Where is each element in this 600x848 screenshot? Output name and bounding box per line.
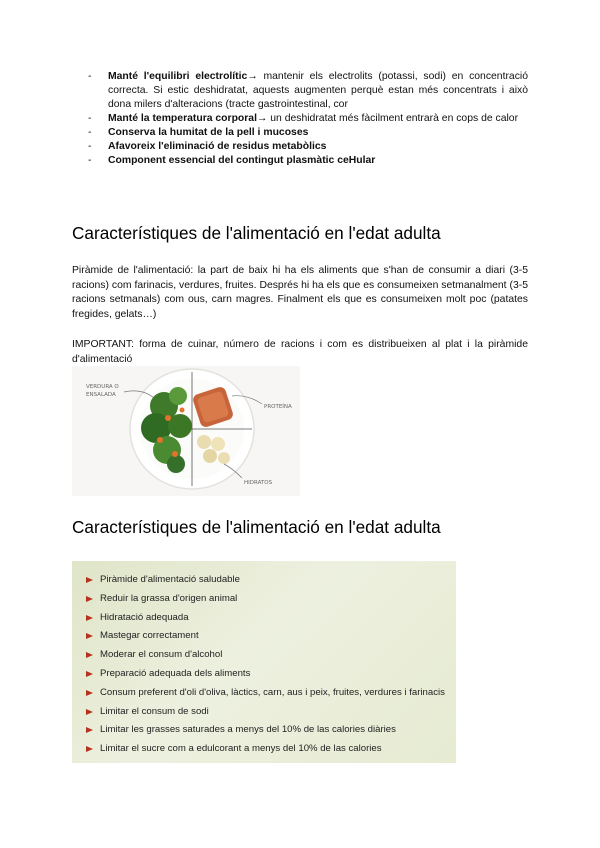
bullet-bold: Afavoreix l'eliminació de residus metabòlics: [108, 141, 327, 152]
item-text: Limitar les grasses saturades a menys del 10% de las calories diàries: [100, 724, 396, 736]
arrow-bullet-icon: [86, 671, 93, 677]
list-item: [86, 684, 445, 703]
arrow-bullet-icon: [86, 690, 93, 696]
item-text: Preparació adequada dels aliments: [100, 667, 251, 679]
important-paragraph: IMPORTANT: forma de cuinar, número de racions i com es distribueixen al plat i la piràmide d'alimentació: [72, 339, 528, 365]
item-text: Mastegar correctament: [100, 630, 199, 642]
arrow-bullet-icon: [86, 727, 93, 733]
label-vegetables: VERDURA O: [86, 384, 119, 390]
bullet-item: [88, 112, 528, 126]
item-text: Consum preferent d'oli d'oliva, làctics, carn, aus i peix, fruites, verdures i farinacis: [100, 686, 445, 698]
arrow-bullet-icon: [86, 577, 93, 583]
arrow-bullet-icon: [86, 633, 93, 639]
arrow-bullet-icon: [86, 652, 93, 658]
item-text: Hidratació adequada: [100, 611, 189, 623]
bullet-item: [88, 140, 528, 154]
bullet-bold: Manté l'equilibri electrolític: [108, 71, 248, 82]
bullet-bold: Component essencial del contingut plasmàtic ceHular: [108, 155, 376, 166]
list-item: [86, 627, 445, 646]
list-item: [86, 590, 445, 609]
bullet-bold: Manté la temperatura corporal: [108, 113, 257, 124]
label-carbs: HIDRATOS: [244, 480, 273, 486]
bullet-item: [88, 70, 528, 112]
arrow-bullet-icon: [86, 596, 93, 602]
list-item: [86, 665, 445, 684]
list-item: [86, 721, 445, 740]
item-text: Reduir la grassa d'origen animal: [100, 592, 238, 604]
arrow-bullet-icon: [86, 709, 93, 715]
plate-drawing: [72, 366, 300, 496]
list-item: [86, 571, 445, 590]
bullet-text: → mantenir els electrolits (potassi, sodi) en concentració correcta. Si estic deshidratat, aquests augmenten perquè estan més concentrats i això dona milers d'alteracions (tracte gastrointestinal, cor: [108, 71, 528, 110]
item-text: Limitar el consum de sodi: [100, 705, 209, 717]
arrow-bullet-icon: [86, 746, 93, 752]
arrow-bullet-icon: [86, 615, 93, 621]
label-protein: PROTEÍNA: [264, 404, 292, 410]
properties-bullet-list: [88, 70, 528, 168]
list-item: [86, 740, 445, 759]
plate-illustration: [72, 366, 300, 496]
item-text: Piràmide d'alimentació saludable: [100, 574, 240, 585]
bullet-bold: Conserva la humitat de la pell i mucoses: [108, 127, 309, 138]
pyramid-paragraph: Piràmide de l'alimentació: la part de baix hi ha els aliments que s'han de consumir a diari (3-5 racions) com farinacis, verdures, fruites. Després hi ha els que es consumeixen setmanalment (3-5 racions setmanals) com ous, carn magres. Finalment els que es consumeixen molt poc (patates fregides, gelats…): [72, 265, 528, 320]
item-text: Moderar el consum d'alcohol: [100, 649, 223, 661]
item-text: Limitar el sucre com a edulcorant a menys del 10% de las calories: [100, 743, 382, 755]
recommendations-list: [86, 571, 445, 759]
section-heading: Característiques de l'alimentació en l'edat adulta: [72, 223, 441, 243]
list-item: [86, 703, 445, 722]
label-vegetables-2: ENSALADA: [86, 392, 116, 398]
bullet-text: → un deshidratat més fàcilment entrarà en cops de calor: [256, 113, 519, 124]
bullet-item: [88, 126, 528, 140]
list-item: [86, 609, 445, 628]
list-item: [86, 646, 445, 665]
section-heading-2: Característiques de l'alimentació en l'edat adulta: [72, 517, 441, 537]
recommendations-panel: [72, 561, 456, 763]
bullet-item: [88, 154, 528, 168]
